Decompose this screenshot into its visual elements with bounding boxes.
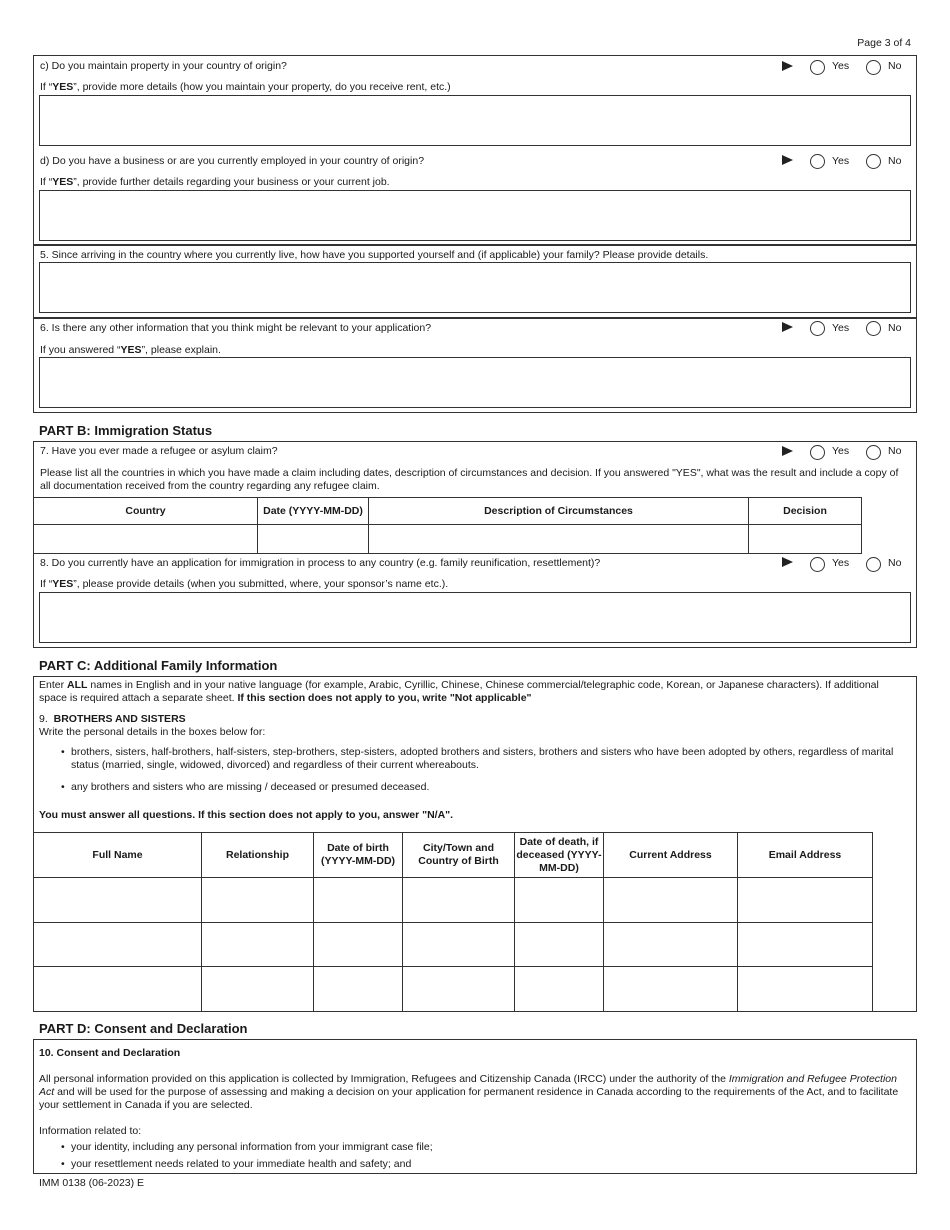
q9-title: BROTHERS AND SISTERS	[53, 713, 186, 725]
part-c-intro-mid: names in English and in your native language (for example, Arabic, Cyrillic, Chinese, Chinese commercial/telegraphic code, Korean, or Japanese characters). If additional space is required attach a separate sheet.	[39, 679, 879, 704]
cell-date-of-birth[interactable]	[314, 878, 403, 923]
consent-paragraph	[39, 1073, 914, 1112]
information-related-label: Information related to:	[39, 1125, 142, 1137]
radio-4c-yes[interactable]	[810, 60, 825, 75]
cell-current-address[interactable]	[604, 923, 738, 967]
form-code: IMM 0138 (06-2023) E	[39, 1177, 145, 1189]
detail-6-rest: ”, please explain.	[141, 344, 221, 356]
claims-table	[33, 497, 862, 554]
radio-4c-no[interactable]	[866, 60, 881, 75]
consent-bullet: • your resettlement needs related to your immediate health and safety; and	[39, 1158, 899, 1171]
cell-full-name[interactable]	[34, 878, 202, 923]
q9-instruction: Write the personal details in the boxes below for:	[39, 726, 266, 738]
arrow-icon	[782, 446, 793, 456]
cell-full-name[interactable]	[34, 967, 202, 1012]
cell-email-address[interactable]	[738, 878, 873, 923]
cell-current-address[interactable]	[604, 878, 738, 923]
cell-full-name[interactable]	[34, 923, 202, 967]
label-4d-yes: Yes	[832, 155, 850, 167]
col-relationship: Relationship	[202, 833, 314, 878]
cell-email-address[interactable]	[738, 923, 873, 967]
radio-7-no[interactable]	[866, 445, 881, 460]
field-4c-details[interactable]	[39, 95, 911, 146]
cell-date-of-death[interactable]	[515, 878, 604, 923]
detail-4d	[40, 176, 390, 189]
consent-bullets	[39, 1141, 899, 1171]
detail-6-prefix: If you answered “	[40, 344, 121, 356]
table-row	[34, 923, 873, 967]
part-c-title: PART C: Additional Family Information	[39, 658, 278, 673]
cell-city-country-birth[interactable]	[403, 878, 515, 923]
field-6-details[interactable]	[39, 357, 911, 408]
part-b-title: PART B: Immigration Status	[39, 423, 213, 438]
part-c-intro-pre: Enter	[39, 679, 68, 691]
cell-relationship[interactable]	[202, 967, 314, 1012]
cell-date-of-death[interactable]	[515, 967, 604, 1012]
col-current-address: Current Address	[604, 833, 738, 878]
detail-8-rest: ”, please provide details (when you submitted, where, your sponsor’s name etc.).	[73, 578, 449, 590]
q7-instructions: Please list all the countries in which you have made a claim including dates, description of circumstances and decision. If you answered "YES", what was the result and include a copy of all documentation received from the country regarding any refugee claim.	[40, 467, 899, 492]
radio-6-no[interactable]	[866, 321, 881, 336]
table-row	[34, 878, 873, 923]
label-8-no: No	[888, 557, 902, 569]
question-4c: c) Do you maintain property in your country of origin?	[40, 60, 287, 72]
siblings-table	[33, 832, 873, 1012]
cell-email-address[interactable]	[738, 967, 873, 1012]
col-country: Country	[34, 498, 258, 525]
radio-7-yes[interactable]	[810, 445, 825, 460]
field-5-details[interactable]	[39, 262, 911, 313]
question-4d: d) Do you have a business or are you currently employed in your country of origin?	[40, 155, 425, 167]
table-row	[34, 967, 873, 1012]
label-8-yes: Yes	[832, 557, 850, 569]
question-5: 5. Since arriving in the country where you currently live, how have you supported yourself and (if applicable) your family? Please provide details.	[40, 249, 709, 261]
cell-date-of-birth[interactable]	[314, 967, 403, 1012]
question-6: 6. Is there any other information that you think might be relevant to your application?	[40, 322, 432, 334]
col-decision: Decision	[749, 498, 862, 525]
question-8: 8. Do you currently have an application for immigration in process to any country (e.g. family reunification, resettlement)?	[40, 557, 601, 569]
detail-4d-prefix: If “	[40, 176, 53, 188]
consent-para-act: Immigration and Refugee Protection Act	[39, 1073, 897, 1098]
radio-4d-yes[interactable]	[810, 154, 825, 169]
field-8-details[interactable]	[39, 592, 911, 643]
part-c-intro-na: If this section does not apply to you, write "Not applicable"	[237, 692, 532, 704]
radio-4d-no[interactable]	[866, 154, 881, 169]
q9-bullets	[39, 746, 899, 794]
arrow-icon	[782, 322, 793, 332]
label-6-no: No	[888, 322, 902, 334]
q10-title: 10. Consent and Declaration	[39, 1047, 181, 1059]
detail-4c-prefix: If “	[40, 81, 53, 93]
cell-relationship[interactable]	[202, 923, 314, 967]
arrow-icon	[782, 557, 793, 567]
detail-8-bold: YES	[52, 578, 74, 590]
q9-bullet: • any brothers and sisters who are missing / deceased or presumed deceased.	[39, 781, 899, 794]
cell-date-of-birth[interactable]	[314, 923, 403, 967]
label-4c-no: No	[888, 60, 902, 72]
page-number: Page 3 of 4	[857, 37, 911, 49]
radio-8-no[interactable]	[866, 557, 881, 572]
label-7-yes: Yes	[832, 445, 850, 457]
cell-description[interactable]	[369, 525, 749, 554]
cell-city-country-birth[interactable]	[403, 967, 515, 1012]
detail-4c-bold: YES	[52, 81, 74, 93]
radio-8-yes[interactable]	[810, 557, 825, 572]
col-date: Date (YYYY-MM-DD)	[258, 498, 369, 525]
cell-city-country-birth[interactable]	[403, 923, 515, 967]
cell-current-address[interactable]	[604, 967, 738, 1012]
detail-6	[40, 344, 221, 357]
consent-para-post: and will be used for the purpose of assessing and making a decision on your application for permanent residence in Canada according to the requirements of the Act, and to facilitate your settlement in Canada if you are selected.	[39, 1086, 899, 1111]
consent-bullet: • your identity, including any personal information from your immigrant case file;	[39, 1141, 899, 1154]
col-email-address: Email Address	[738, 833, 873, 878]
label-4d-no: No	[888, 155, 902, 167]
label-6-yes: Yes	[832, 322, 850, 334]
detail-8	[40, 578, 448, 591]
q9-heading	[39, 713, 186, 726]
cell-country[interactable]	[34, 525, 258, 554]
part-c-intro-all: ALL	[67, 679, 88, 691]
col-city-country-birth: City/Town and Country of Birth	[403, 833, 515, 878]
cell-relationship[interactable]	[202, 878, 314, 923]
consent-para-pre: All personal information provided on this application is collected by Immigration, Refugees and Citizenship Canada (IRCC) under the authority of the	[39, 1073, 729, 1085]
detail-6-bold: YES	[120, 344, 142, 356]
cell-decision[interactable]	[749, 525, 862, 554]
detail-4c	[40, 81, 451, 94]
q9-number: 9.	[39, 713, 48, 725]
col-date-of-birth: Date of birth (YYYY-MM-DD)	[314, 833, 403, 878]
cell-date[interactable]	[258, 525, 369, 554]
part-c-intro	[39, 679, 899, 705]
detail-4d-rest: ”, provide further details regarding your business or your current job.	[73, 176, 390, 188]
detail-4c-rest: ”, provide more details (how you maintain your property, do you receive rent, etc.)	[73, 81, 451, 93]
field-4d-details[interactable]	[39, 190, 911, 241]
q9-bullet: • brothers, sisters, half-brothers, half-sisters, step-brothers, step-sisters, adopted brothers and sisters, brothers and sisters who have been adopted by others, regardless of marital status (married, single, widowed, divorced) and regardless of their current whereabouts.	[39, 746, 899, 772]
col-full-name: Full Name	[34, 833, 202, 878]
question-7: 7. Have you ever made a refugee or asylum claim?	[40, 445, 278, 457]
must-answer-note: You must answer all questions. If this section does not apply to you, answer "N/A".	[39, 809, 454, 821]
col-date-of-death: Date of death, if deceased (YYYY-MM-DD)	[515, 833, 604, 878]
label-7-no: No	[888, 445, 902, 457]
arrow-icon	[782, 61, 793, 71]
detail-4d-bold: YES	[52, 176, 74, 188]
radio-6-yes[interactable]	[810, 321, 825, 336]
part-d-title: PART D: Consent and Declaration	[39, 1021, 248, 1036]
detail-8-prefix: If “	[40, 578, 53, 590]
cell-date-of-death[interactable]	[515, 923, 604, 967]
col-description: Description of Circumstances	[369, 498, 749, 525]
label-4c-yes: Yes	[832, 60, 850, 72]
arrow-icon	[782, 155, 793, 165]
